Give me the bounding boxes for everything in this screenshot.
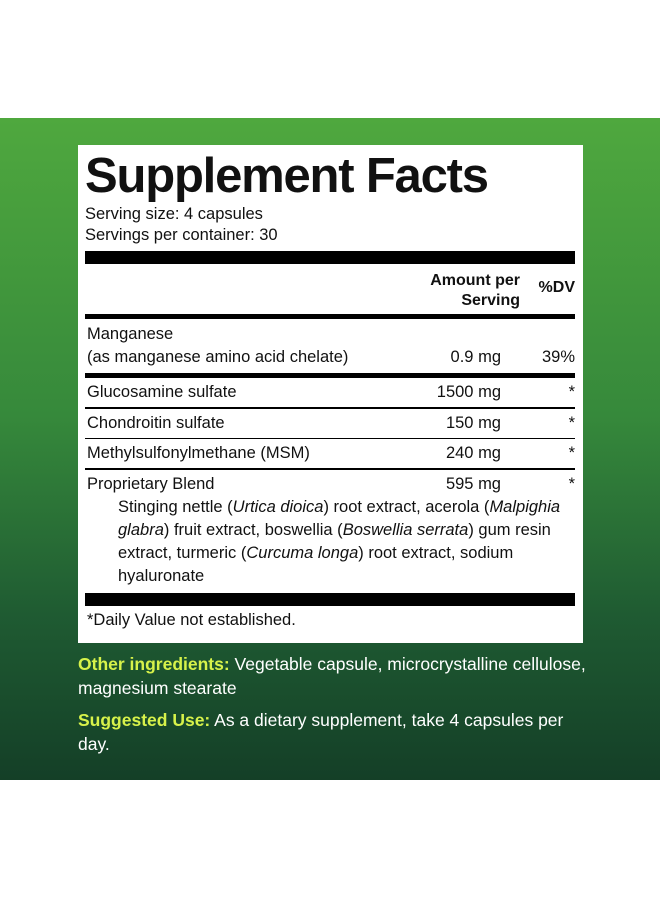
ingredients-section: [78, 652, 598, 764]
blend-text: ) root extract, acerola (: [323, 497, 490, 516]
nutrient-name: Manganese: [87, 325, 174, 343]
nutrient-amount: 150 mg: [445, 413, 501, 432]
amount-header-line2: Serving: [461, 292, 520, 309]
nutrient-amount: 1500 mg: [436, 383, 501, 401]
suggested-use: [78, 708, 598, 756]
nutrient-name: Chondroitin sulfate: [87, 413, 225, 432]
thick-divider: [85, 593, 575, 606]
nutrient-amount: 240 mg: [445, 444, 501, 462]
other-ingredients-label: Other ingredients:: [78, 654, 230, 674]
other-ingredients: [78, 652, 598, 700]
nutrient-row-glucosamine: [85, 378, 575, 407]
dv-header: %DV: [538, 279, 575, 296]
panel-title: Supplement Facts: [85, 149, 488, 203]
blend-description: [85, 496, 575, 588]
column-header-row: [85, 264, 575, 314]
nutrient-row-msm: [85, 439, 575, 468]
nutrient-row-proprietary-blend: [85, 470, 575, 593]
other-ingredients-text: Vegetable capsule, microcrystalline cellulose, magnesium stearate: [78, 654, 586, 698]
suggested-use-label: Suggested Use:: [78, 710, 211, 730]
thick-divider: [85, 251, 575, 264]
amount-per-serving-header: [400, 271, 520, 311]
serving-size: Serving size: 4 capsules: [85, 205, 263, 223]
blend-latin-name: Urtica dioica: [232, 497, 324, 516]
blend-text: ) fruit extract, boswellia (: [163, 520, 343, 539]
suggested-use-text: As a dietary supplement, take 4 capsules per day.: [78, 710, 564, 754]
nutrient-dv: 39%: [541, 348, 575, 366]
blend-latin-name: Boswellia serrata: [342, 520, 469, 539]
blend-latin-name: Malpighia glabra: [118, 497, 561, 539]
blend-latin-name: Curcuma longa: [246, 543, 359, 562]
nutrient-name: Glucosamine sulfate: [87, 383, 237, 401]
servings-per-container: Servings per container: 30: [85, 226, 278, 244]
nutrient-row-chondroitin: [85, 409, 575, 438]
nutrient-dv: *: [568, 474, 575, 493]
nutrient-source: (as manganese amino acid chelate): [87, 348, 349, 366]
nutrient-row-manganese: [85, 319, 575, 373]
blend-text: ) gum resin extract, turmeric (: [118, 520, 551, 562]
nutrient-dv: *: [568, 444, 575, 462]
amount-header-line1: Amount per: [430, 272, 520, 289]
blend-text: ) root extract, sodium hyaluronate: [118, 543, 514, 585]
supplement-facts-panel: [78, 145, 583, 643]
nutrient-dv: *: [568, 383, 575, 401]
nutrient-dv: *: [568, 413, 575, 432]
nutrient-amount: 595 mg: [445, 474, 501, 493]
nutrient-amount: 0.9 mg: [450, 348, 501, 366]
nutrient-name: Proprietary Blend: [87, 474, 215, 493]
nutrient-name: Methylsulfonylmethane (MSM): [87, 444, 310, 462]
blend-text: Stinging nettle (: [118, 497, 233, 516]
footnote: *Daily Value not established.: [87, 610, 296, 629]
